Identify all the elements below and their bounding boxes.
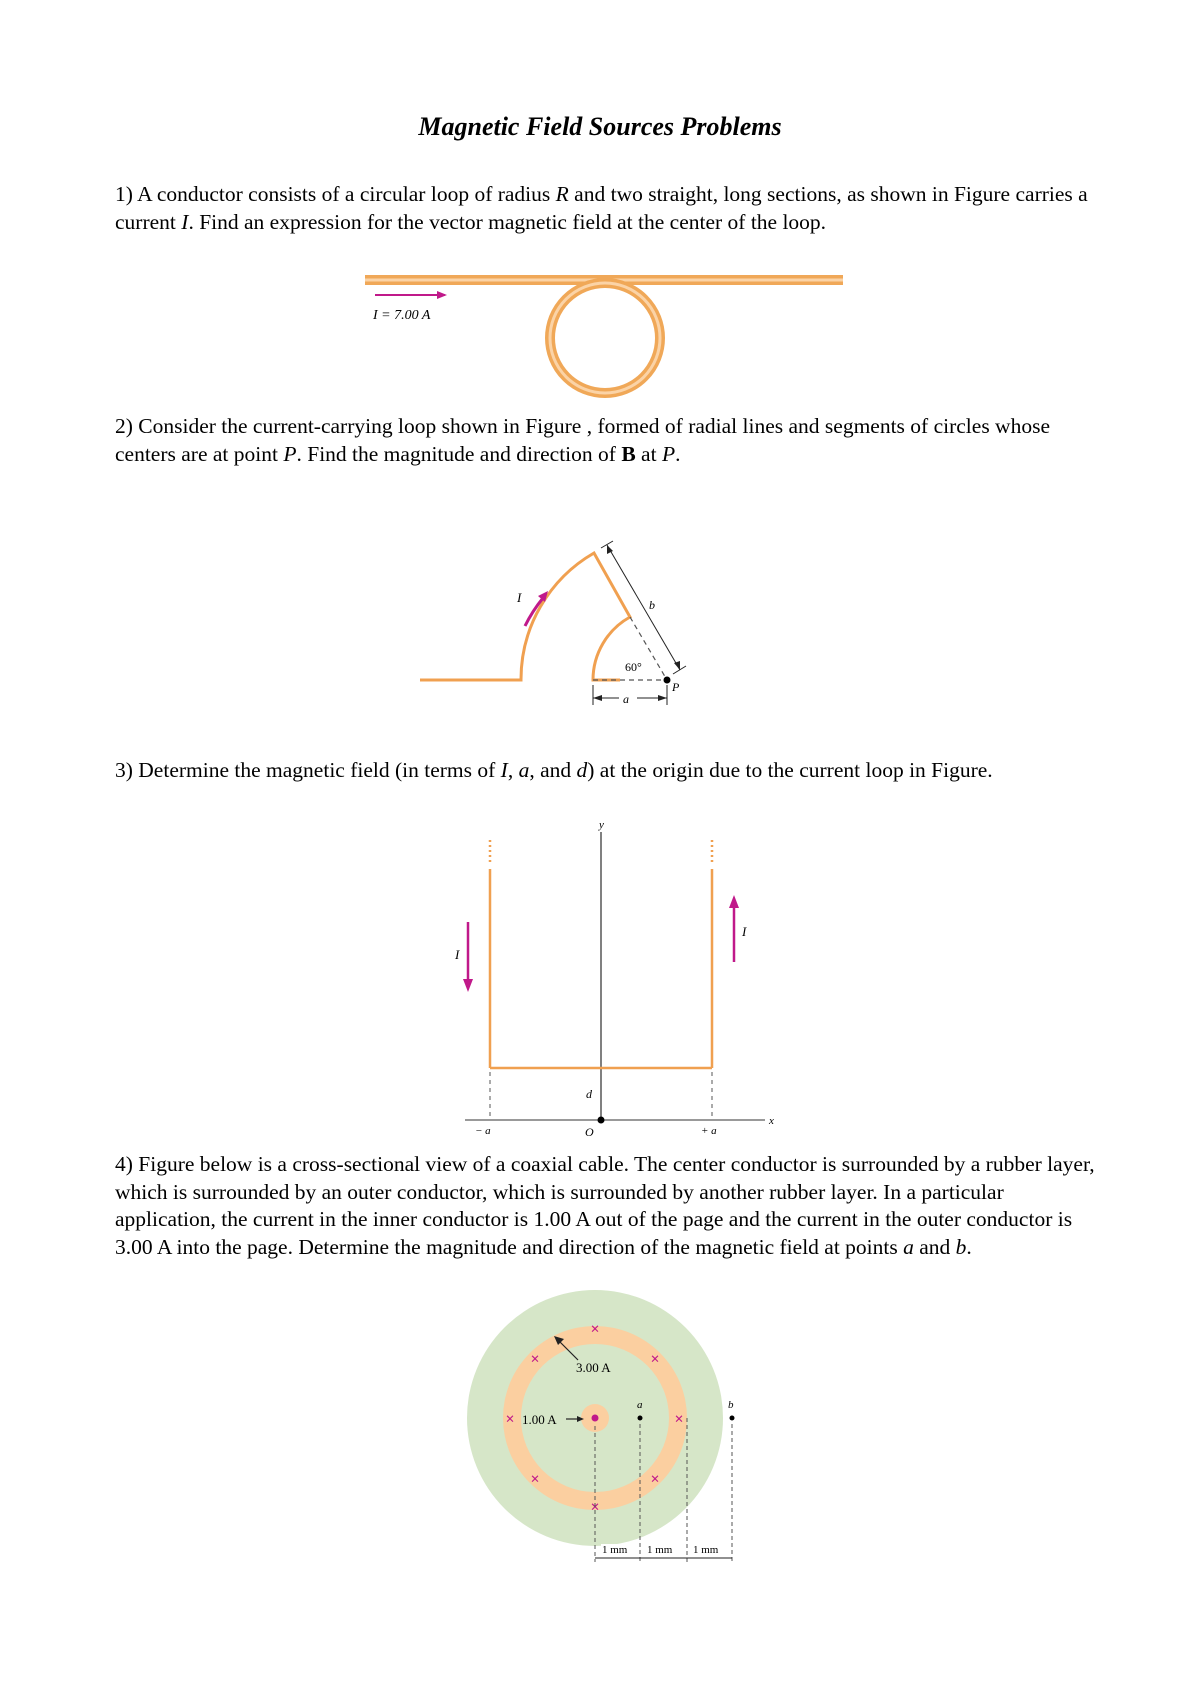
svg-text:×: × [530,1471,540,1488]
inner-current-label: 1.00 A [522,1412,557,1427]
origin-label: O [585,1125,594,1139]
problem-2-text: 2) Consider the current-carrying loop shown in Figure , formed of radial lines and segments of circles whose centers are at point P. Find the magnitude and direction of B at P. [115,414,1050,466]
plus-a-label: + a [701,1125,717,1137]
angle-label: 60° [625,660,642,674]
problem-4-text: 4) Figure below is a cross-sectional view of a coaxial cable. The center conductor is surrounded by a rubber layer, which is surrounded by an outer conductor, which is surrounded by another rubber layer. In a particular application, the current in the inner conductor is 1.00 A out of the page and the current in the outer conductor is 3.00 A into the page. Determine the magnitude and direction of the magnetic field at points a and b. [115,1152,1095,1259]
figure-2-sector-loop [420,535,710,715]
spacing-label-1: 1 mm [602,1544,628,1556]
current-label-right: I [742,924,747,939]
length-label: b [649,598,655,612]
figure-4-coaxial-cable [460,1290,760,1570]
point-b-label: b [728,1399,734,1411]
problem-3-text: 3) Determine the magnetic field (in terms of I, a, and d) at the origin due to the current loop in Figure. [115,758,993,782]
svg-text:×: × [650,1471,660,1488]
current-label: I [517,590,522,605]
problem-1-text: 1) A conductor consists of a circular loop of radius R and two straight, long sections, as shown in Figure carries a current I. Find an expression for the vector magnetic field at the center of the loop. [115,182,1088,234]
current-label: I = 7.00 A [373,308,431,323]
origin-point [598,1117,605,1124]
figure-1-loop-wire [365,268,855,408]
minus-a-label: − a [475,1125,491,1137]
svg-text:×: × [590,1499,600,1516]
distance-label: d [586,1087,592,1101]
svg-text:×: × [590,1321,600,1338]
spacing-label-2: 1 mm [647,1544,673,1556]
page-title: Magnetic Field Sources Problems [418,112,782,141]
y-axis-label: y [599,819,604,831]
outer-current-label: 3.00 A [576,1360,611,1375]
figure-3-u-loop [455,819,785,1142]
current-label-left: I [455,947,460,962]
svg-text:×: × [530,1351,540,1368]
point-p-label: P [672,680,680,694]
svg-text:×: × [650,1351,660,1368]
point-b [730,1416,735,1421]
point-a-label: a [637,1399,643,1411]
point-a [638,1416,643,1421]
point-p [664,677,671,684]
svg-text:×: × [505,1411,515,1428]
x-axis-label: x [769,1115,774,1127]
radius-label: a [623,692,629,706]
svg-text:×: × [674,1411,684,1428]
spacing-label-3: 1 mm [693,1544,719,1556]
